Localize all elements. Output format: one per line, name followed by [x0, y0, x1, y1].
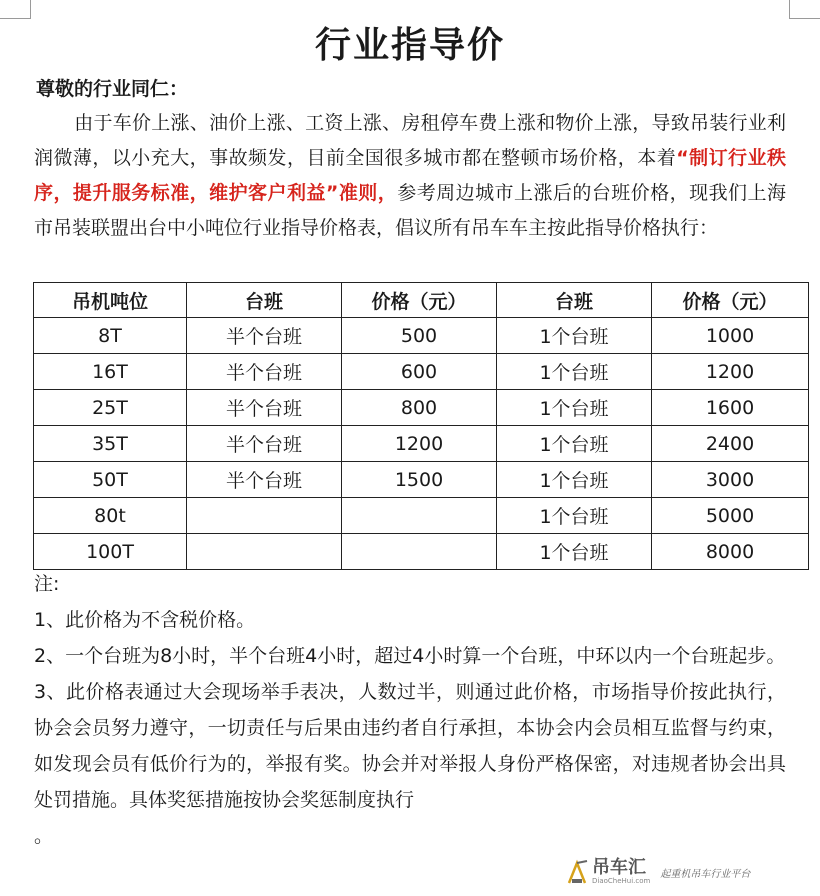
- full-shift-cell: 1个台班: [497, 426, 652, 462]
- full-price-cell: 3000: [652, 462, 809, 498]
- tonnage-cell: 8T: [34, 318, 187, 354]
- note-item: 1、此价格为不含税价格。: [34, 609, 256, 631]
- half-price-cell: 1500: [342, 462, 497, 498]
- tonnage-cell: 35T: [34, 426, 187, 462]
- document-title: 行业指导价: [314, 25, 505, 66]
- full-price-cell: 1000: [652, 318, 809, 354]
- half-price-cell: 500: [342, 318, 497, 354]
- tonnage-cell: 50T: [34, 462, 187, 498]
- half-shift-cell: 半个台班: [187, 426, 342, 462]
- note-item: 2、一个台班为8小时，半个台班4小时，超过4小时算一个台班，中环以内一个台班起步。: [34, 645, 786, 667]
- half-shift-cell: [187, 498, 342, 534]
- header-shift-half: 台班: [187, 283, 342, 318]
- full-shift-cell: 1个台班: [497, 462, 652, 498]
- header-shift-full: 台班: [497, 283, 652, 318]
- tonnage-cell: 16T: [34, 354, 187, 390]
- crop-mark-top-right: [789, 0, 820, 19]
- notes-heading: 注:: [34, 573, 60, 595]
- logo-text: [592, 859, 650, 885]
- table-row: [34, 498, 809, 534]
- half-price-cell: [342, 498, 497, 534]
- half-price-cell: 1200: [342, 426, 497, 462]
- tonnage-cell: 25T: [34, 390, 187, 426]
- table-row: [34, 426, 809, 462]
- table-row: [34, 462, 809, 498]
- full-price-cell: 1600: [652, 390, 809, 426]
- half-shift-cell: 半个台班: [187, 318, 342, 354]
- half-shift-cell: 半个台班: [187, 354, 342, 390]
- price-table: [33, 282, 809, 570]
- intro-text-1: 由于车价上涨、油价上涨、工资上涨、房租停车费上涨和物价上涨，导致吊装行业利润微薄，以小充大，事故频发，目前全国很多城市都在整顿市场价格，本着: [34, 112, 786, 169]
- full-shift-cell: 1个台班: [497, 534, 652, 570]
- note-item: 。: [34, 825, 54, 847]
- full-shift-cell: 1个台班: [497, 390, 652, 426]
- full-shift-cell: 1个台班: [497, 318, 652, 354]
- half-price-cell: [342, 534, 497, 570]
- crop-mark-top-left: [0, 0, 31, 19]
- logo-slogan: 起重机吊车行业平台: [660, 868, 751, 880]
- full-price-cell: 5000: [652, 498, 809, 534]
- half-price-cell: 800: [342, 390, 497, 426]
- intro-text-2: 参考周边城市上涨后的台班价格，现我们上海市吊装联盟出台中小吨位行业指导价格表，倡议所有吊车车主按此指导价格执行：: [34, 182, 786, 239]
- tonnage-cell: 80t: [34, 498, 187, 534]
- full-price-cell: 1200: [652, 354, 809, 390]
- watermark-logo: [566, 854, 816, 890]
- intro-highlight: “制订行业秩序，提升服务标准，维护客户利益”准则，: [34, 147, 786, 204]
- full-shift-cell: 1个台班: [497, 498, 652, 534]
- table-row: [34, 354, 809, 390]
- header-price-full: 价格（元）: [652, 283, 809, 318]
- table-row: [34, 390, 809, 426]
- half-shift-cell: 半个台班: [187, 390, 342, 426]
- full-price-cell: 8000: [652, 534, 809, 570]
- half-shift-cell: [187, 534, 342, 570]
- tonnage-cell: 100T: [34, 534, 187, 570]
- header-tonnage: 吊机吨位: [34, 283, 187, 318]
- full-price-cell: 2400: [652, 426, 809, 462]
- logo-domain: DiaoCheHui.com: [592, 877, 651, 885]
- half-shift-cell: 半个台班: [187, 462, 342, 498]
- logo-name: 吊车汇: [592, 857, 646, 878]
- intro-paragraph: [34, 106, 786, 246]
- note-item: 3、此价格表通过大会现场举手表决，人数过半，则通过此价格，市场指导价按此执行，协会会员努力遵守，一切责任与后果由违约者自行承担，本协会内会员相互监督与约束，如发现会员有低价行为的，举报有奖。协会并对举报人身份严格保密，对违规者协会出具处罚措施。具体奖惩措施按协会奖惩制度执行: [34, 681, 786, 811]
- table-row: [34, 534, 809, 570]
- half-price-cell: 600: [342, 354, 497, 390]
- full-shift-cell: 1个台班: [497, 354, 652, 390]
- table-header-row: [34, 283, 809, 318]
- notes-section: [34, 566, 786, 854]
- greeting: 尊敬的行业同仁：: [36, 78, 189, 100]
- header-price-half: 价格（元）: [342, 283, 497, 318]
- crane-icon: [566, 859, 588, 885]
- table-row: [34, 318, 809, 354]
